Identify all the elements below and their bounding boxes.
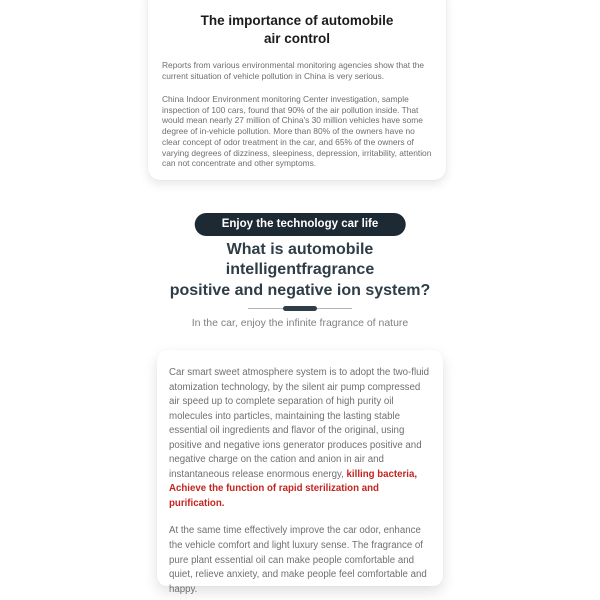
section-heading-line-1: What is automobile bbox=[226, 241, 374, 258]
card2-paragraph-1-regular: Car smart sweet atmosphere system is to adopt the two-fluid atomization technology, by the silent air pump compressed air speed up to complete separation of high purity oil molecules into particles, maintaining the lasting stable essential oil ingredients and flavor of the original, using positive and negative ions generator produces positive and negative charge on the cation and anion in air and instantaneous release enormous energy, bbox=[169, 367, 430, 480]
section-subtitle: In the car, enjoy the infinite fragrance of nature bbox=[191, 317, 409, 329]
air-control-card bbox=[148, 0, 446, 180]
card-title-line-2: air control bbox=[263, 31, 330, 47]
card1-paragraph-1: Reports from various environmental monitoring agencies show that the current situation of vehicle pollution in China is very serious. bbox=[162, 60, 425, 82]
section-heading-line-2: intelligentfragrance bbox=[225, 261, 375, 279]
section-heading bbox=[0, 240, 600, 301]
card2-paragraph-1 bbox=[169, 366, 431, 511]
section-divider bbox=[248, 304, 352, 313]
card1-paragraph-2: China Indoor Environment monitoring Center investigation, sample inspection of 100 cars, found that 90% of the air pollution inside. That would mean nearly 27 million of China's 30 million vehicles have some degree of in-vehicle pollution. More than 80% of the owners have no clear concept of odor treatment in the car, and 65% of the owners of varying degrees of dizziness, sleepiness, depression, irritability, attention can not concentrate and other symptoms. bbox=[162, 93, 432, 169]
fragrance-system-card bbox=[157, 350, 443, 595]
divider-bar bbox=[283, 306, 317, 311]
section-heading-line-3: positive and negative ion system? bbox=[169, 281, 431, 299]
card2-paragraph-2: At the same time effectively improve the car odor, enhance the vehicle comfort and light luxury sense. The fragrance of pure plant essential oil can make people comfortable and quiet, relieve anxiety, and make people feel comfortable and happy. bbox=[169, 525, 427, 595]
card-title bbox=[162, 12, 432, 48]
card-title-line-1: The importance of automobile bbox=[200, 13, 394, 28]
card2-paragraph-1-highlight: killing bacteria, Achieve the function of rapid sterilization and purification. bbox=[169, 468, 418, 509]
section-badge: Enjoy the technology car life bbox=[195, 213, 406, 236]
